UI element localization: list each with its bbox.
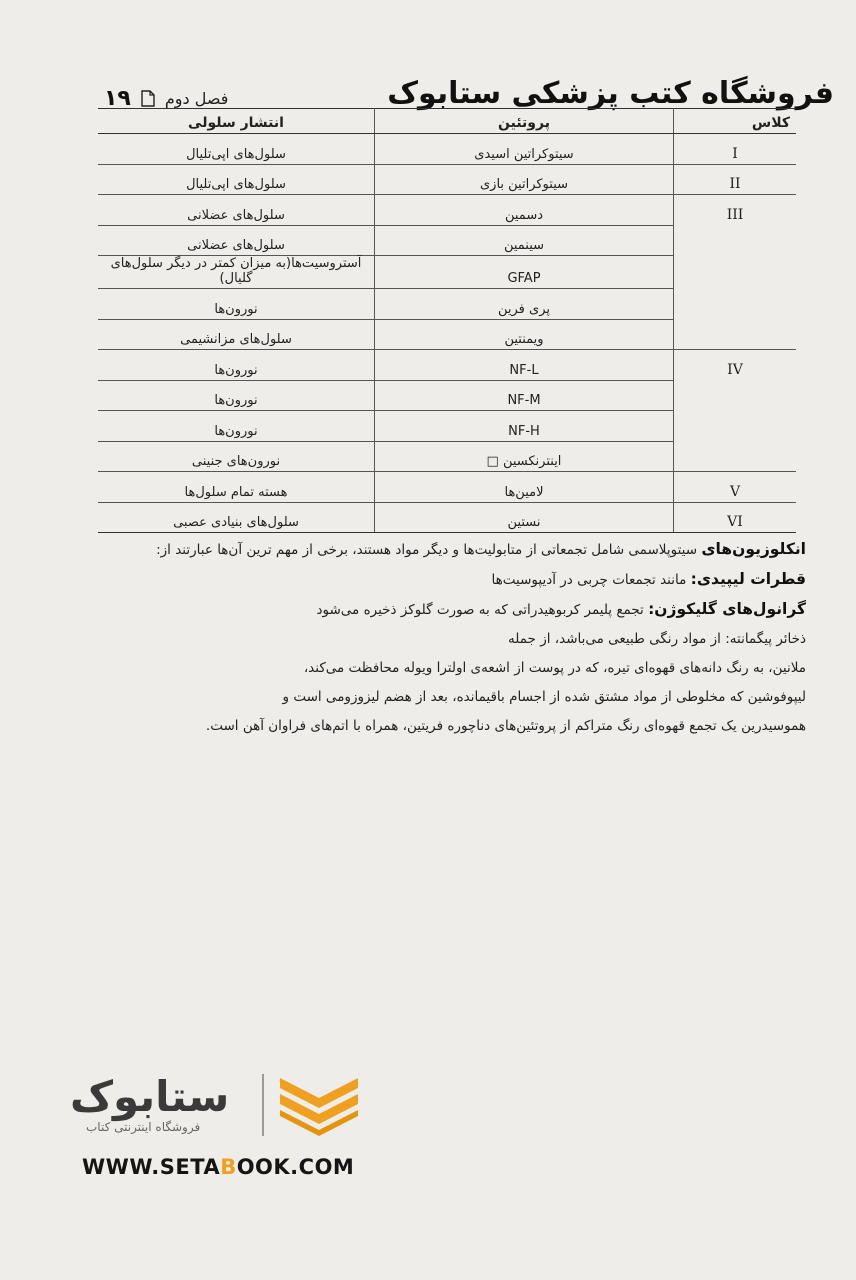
- table-row: [98, 289, 796, 320]
- table-header-row: [98, 109, 796, 134]
- distribution-cell: نورون‌های جنینی: [98, 441, 375, 472]
- distribution-cell: سلول‌های عضلانی: [98, 225, 375, 256]
- store-title: فروشگاه کتب پزشکی ستابوک: [387, 76, 834, 111]
- class-cell: [674, 319, 797, 350]
- table-row: [98, 134, 796, 165]
- class-cell: I: [674, 134, 797, 165]
- table-row: [98, 225, 796, 256]
- page-icon: [141, 90, 155, 107]
- site-url[interactable]: [82, 1155, 354, 1179]
- table-row: [98, 441, 796, 472]
- table-row: [98, 164, 796, 195]
- table-row: [98, 256, 796, 289]
- distribution-cell: نورون‌ها: [98, 289, 375, 320]
- paragraph-text: هموسیدرین یک تجمع قهوه‌ای رنگ متراکم از پروتئین‌های دناچوره فریتین، همراه با اتم‌های فراوان آهن است.: [205, 718, 806, 734]
- protein-cell: پری فرین: [375, 289, 674, 320]
- intermediate-filament-table: [98, 108, 796, 533]
- class-cell: [674, 225, 797, 256]
- protein-cell: لامین‌ها: [375, 472, 674, 503]
- paragraph-text: لیپوفوشین که مخلوطی از مواد مشتق شده از اجسام باقیمانده، بعد از هضم لیزوزومی است و: [282, 689, 806, 705]
- protein-cell: NF-M: [375, 380, 674, 411]
- table-row: [98, 411, 796, 442]
- protein-cell: نستین: [375, 502, 674, 533]
- distribution-cell: نورون‌ها: [98, 411, 375, 442]
- column-header-protein: پروتئین: [375, 109, 674, 134]
- class-cell: III: [674, 195, 797, 226]
- class-cell: II: [674, 164, 797, 195]
- paragraph: [86, 625, 806, 654]
- inclusions-text: [86, 535, 806, 741]
- distribution-cell: نورون‌ها: [98, 350, 375, 381]
- distribution-cell: سلول‌های اپی‌تلیال: [98, 134, 375, 165]
- protein-cell: سیتوکراتین اسیدی: [375, 134, 674, 165]
- paragraph: [86, 712, 806, 741]
- class-cell: IV: [674, 350, 797, 381]
- class-cell: [674, 380, 797, 411]
- protein-cell: NF-H: [375, 411, 674, 442]
- page-number: ۱۹: [104, 86, 131, 111]
- book-stack-icon: [276, 1070, 362, 1140]
- paragraph-text: از مواد رنگی طبیعی می‌باشد، از جمله: [508, 631, 726, 647]
- paragraph-text: ملانین، به رنگ دانه‌های قهوه‌ای تیره، که در پوست از اشعه‌ی اولترا ویوله محافظت می‌کند،: [303, 660, 806, 676]
- class-cell: [674, 289, 797, 320]
- paragraph-text: مانند تجمعات چربی در آدیپوسیت‌ها: [491, 572, 691, 588]
- url-part: OOK.COM: [236, 1155, 355, 1179]
- distribution-cell: سلول‌های اپی‌تلیال: [98, 164, 375, 195]
- paragraph-text: سیتوپلاسمی شامل تجمعاتی از متابولیت‌ها و دیگر مواد هستند، برخی از مهم ترین آن‌ها عبارتند از:: [156, 542, 702, 558]
- protein-cell: ویمنتین: [375, 319, 674, 350]
- table-row: [98, 472, 796, 503]
- logo-subtitle: فروشگاه اینترنتی کتاب: [86, 1120, 201, 1134]
- class-cell: [674, 256, 797, 289]
- table-row: [98, 319, 796, 350]
- protein-cell: دسمین: [375, 195, 674, 226]
- paragraph: [86, 565, 806, 595]
- distribution-cell: آستروسیت‌ها(به میزان کمتر در دیگر سلول‌های گلیال): [98, 256, 375, 289]
- column-header-distribution: انتشار سلولی: [98, 109, 375, 134]
- chapter-label: فصل دوم: [164, 89, 229, 108]
- distribution-cell: سلول‌های عضلانی: [98, 195, 375, 226]
- protein-cell: GFAP: [375, 256, 674, 289]
- url-accent-letter: B: [220, 1155, 237, 1179]
- table-row: [98, 350, 796, 381]
- term-inclusions: انکلوزیون‌های: [701, 540, 806, 558]
- protein-cell: سینمین: [375, 225, 674, 256]
- distribution-cell: هسته تمام سلول‌ها: [98, 472, 375, 503]
- paragraph: [86, 595, 806, 625]
- table-row: [98, 502, 796, 533]
- distribution-cell: سلول‌های بنیادی عصبی: [98, 502, 375, 533]
- protein-cell: اینترنکسین □: [375, 441, 674, 472]
- paragraph: [86, 535, 806, 565]
- protein-cell: NF-L: [375, 350, 674, 381]
- term-lipid-droplets: قطرات لیپیدی:: [690, 570, 806, 588]
- logo-divider: [262, 1074, 264, 1136]
- paragraph: [86, 654, 806, 683]
- setabook-logo: [70, 1070, 370, 1140]
- paragraph: [86, 683, 806, 712]
- url-part: WWW.SETA: [82, 1155, 221, 1179]
- class-cell: [674, 441, 797, 472]
- logo-wordmark: ستابوک: [70, 1072, 230, 1121]
- distribution-cell: سلول‌های مزانشیمی: [98, 319, 375, 350]
- table-row: [98, 195, 796, 226]
- distribution-cell: نورون‌ها: [98, 380, 375, 411]
- class-cell: [674, 411, 797, 442]
- term-glycogen-granules: گرانول‌های گلیکوژن:: [648, 600, 806, 618]
- table-row: [98, 380, 796, 411]
- class-cell: VI: [674, 502, 797, 533]
- paragraph-text: تجمع پلیمر کربوهیدراتی که به صورت گلوکز ذخیره می‌شود: [316, 602, 649, 618]
- term-pigment-deposits: ذخائر پیگمانته:: [725, 631, 806, 647]
- column-header-class: کلاس: [674, 109, 797, 134]
- class-cell: V: [674, 472, 797, 503]
- protein-cell: سیتوکراتین بازی: [375, 164, 674, 195]
